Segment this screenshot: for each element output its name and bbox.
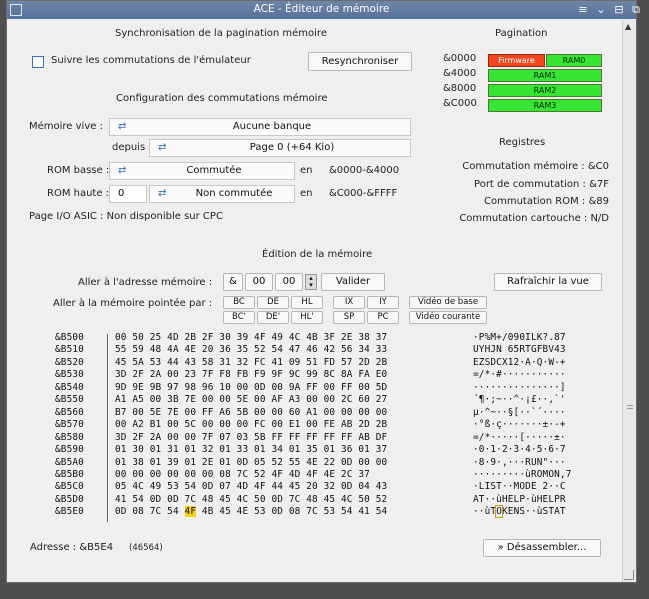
dump-address: &B520 [55, 356, 84, 368]
dump-ascii[interactable]: ·········ùROMON,7 [473, 468, 572, 480]
follow-switch-checkbox[interactable] [32, 56, 44, 68]
dump-address: &B5A0 [55, 456, 84, 468]
goto-low-byte[interactable]: 00 [275, 273, 303, 291]
resync-button[interactable]: Resynchroniser [308, 52, 412, 71]
base-video-button[interactable]: Vidéo de base [409, 296, 487, 309]
swap-icon: ⇄ [158, 188, 167, 199]
rom-low-value: Commutée [186, 165, 242, 176]
goto-label: Aller à l'adresse mémoire : [78, 277, 213, 288]
rom-high-label: ROM haute : [47, 188, 110, 199]
dump-bytes[interactable]: 3D 2F 2A 00 23 7F F8 FB F9 9F 9C 99 8C 8A FA E0 [115, 369, 388, 381]
dump-address: &B550 [55, 394, 84, 406]
rom-high-number[interactable]: 0 [109, 185, 147, 203]
pointed-label: Aller à la mémoire pointée par : [53, 298, 213, 309]
reg-bc-button[interactable]: BC [223, 296, 255, 309]
rom-high-select[interactable] [149, 185, 295, 203]
dump-bytes[interactable]: 0D 08 7C 54 4F 4B 45 4E 53 0D 08 7C 53 54 41 54 [115, 506, 388, 518]
dump-bytes[interactable]: 3D 2F 2A 00 00 7F 07 03 5B FF FF FF FF FF AB DF [115, 431, 388, 443]
scroll-thumb[interactable] [627, 405, 633, 409]
reg-de-alt-button[interactable]: DE' [257, 311, 289, 324]
rom-low-range: &0000-&4000 [329, 165, 400, 176]
scroll-up-icon[interactable]: ▲ [625, 22, 632, 31]
reg-de-button[interactable]: DE [257, 296, 289, 309]
dump-bytes[interactable]: 41 54 0D 0D 7C 48 45 4C 50 0D 7C 48 45 4C 50 52 [115, 493, 388, 505]
maximize-icon[interactable]: ⊟ [614, 3, 624, 16]
dump-address: &B560 [55, 406, 84, 418]
resize-grip-icon[interactable] [624, 570, 634, 580]
dump-bytes[interactable]: B7 00 5E 7E 00 FF A6 5B 00 00 60 A1 00 00 00 00 [115, 406, 388, 418]
rom-low-select[interactable] [109, 162, 295, 180]
page-cell-ram0: RAM0 [546, 54, 602, 67]
dump-bytes[interactable]: 00 50 25 4D 2B 2F 30 39 4F 49 4C 4B 3F 2E 38 37 [115, 332, 388, 343]
page-addr-0000: &0000 [443, 53, 477, 64]
dump-bytes[interactable]: 9D 9E 9B 97 98 96 10 00 0D 00 9A FF 00 FF 00 5D [115, 381, 388, 393]
dump-bytes[interactable]: 01 30 01 31 01 32 01 33 01 34 01 35 01 36 01 37 [115, 444, 388, 456]
asic-info: Page I/O ASIC : Non disponible sur CPC [29, 211, 223, 222]
dump-ascii[interactable]: AT··ùHELP·ùHELPR [473, 493, 566, 505]
dump-bytes[interactable]: A1 A5 00 3B 7E 00 00 5E 00 AF A3 00 00 2C 60 27 [115, 394, 388, 406]
current-video-button[interactable]: Vidéo courante [409, 311, 487, 324]
page-cell-ram3: RAM3 [488, 99, 602, 112]
dump-address: &B580 [55, 431, 84, 443]
reg-mem-switch: Commutation mémoire : &C0 [462, 161, 609, 172]
title-bar [7, 1, 640, 19]
reg-cart-switch: Commutation cartouche : N/D [459, 213, 609, 224]
dump-ascii[interactable]: ·P%M+/090ILK?.87 [473, 332, 566, 343]
refresh-view-button[interactable]: Rafraîchir la vue [494, 273, 602, 291]
spin-arrows-icon[interactable]: ▴ ▾ [305, 274, 317, 290]
registers-heading: Registres [499, 137, 546, 148]
reg-bc-alt-button[interactable]: BC' [223, 311, 255, 324]
live-mem-value: Aucune banque [232, 121, 312, 132]
page-cell-ram2: RAM2 [488, 84, 602, 97]
hex-dump[interactable] [55, 332, 615, 524]
dump-address: &B540 [55, 381, 84, 393]
dump-address: &B5C0 [55, 481, 84, 493]
restore-icon[interactable]: ⧉ [632, 3, 640, 16]
swap-icon: ⇄ [118, 165, 127, 176]
reg-ix-button[interactable]: IX [333, 296, 365, 309]
dump-ascii[interactable]: ···············] [473, 381, 566, 393]
rom-low-label: ROM basse : [47, 165, 110, 176]
reg-hl-button[interactable]: HL [291, 296, 323, 309]
live-mem-label: Mémoire vive : [29, 121, 103, 132]
page-addr-c000: &C000 [443, 98, 477, 109]
dump-ascii[interactable]: EZSDCX12·A·Q·W-+ [473, 356, 566, 368]
rom-high-range: &C000-&FFFF [329, 188, 398, 199]
dump-address: &B530 [55, 369, 84, 381]
dump-address: &B570 [55, 419, 84, 431]
rom-low-in: en [300, 165, 313, 176]
dump-ascii[interactable]: ·8·9·,···RUN"··· [473, 456, 566, 468]
pagination-heading: Pagination [495, 28, 548, 39]
dump-ascii[interactable]: =/*·····[·····±· [473, 431, 566, 443]
dump-ascii[interactable]: ··ùTOKENS··ùSTAT [473, 506, 566, 518]
goto-high-byte[interactable]: 00 [245, 273, 273, 291]
window-title: ACE - Éditeur de mémoire [253, 3, 390, 15]
dump-address: &B500 [55, 332, 84, 343]
sync-heading: Synchronisation de la pagination mémoire [115, 28, 327, 39]
memory-editor-window [6, 0, 640, 583]
page-addr-8000: &8000 [443, 83, 477, 94]
reg-sp-button[interactable]: SP [333, 311, 365, 324]
validate-button[interactable]: Valider [321, 273, 385, 291]
dump-ascii[interactable]: µ·^~··§[··`´···· [473, 406, 566, 418]
current-address-decimal: (46564) [129, 543, 163, 553]
dump-bytes[interactable]: 05 4C 49 53 54 0D 07 4D 4F 44 45 20 32 0D 04 43 [115, 481, 388, 493]
disassemble-button[interactable]: » Désassembler... [483, 539, 601, 557]
dump-ascii[interactable]: ·°ß·ç·······±·-+ [473, 419, 566, 431]
live-mem-select[interactable] [109, 118, 411, 136]
dump-address: &B5D0 [55, 493, 84, 505]
edit-heading: Édition de la mémoire [262, 249, 373, 260]
reg-pc-button[interactable]: PC [367, 311, 399, 324]
dump-bytes[interactable]: 55 59 48 4A 4E 20 36 35 52 54 47 46 42 56 34 33 [115, 344, 388, 356]
page-addr-4000: &4000 [443, 68, 477, 79]
reg-rom-switch: Commutation ROM : &89 [484, 196, 609, 207]
current-address: Adresse : &B5E4 [30, 542, 114, 553]
reg-iy-button[interactable]: IY [367, 296, 399, 309]
follow-switch-label: Suivre les commutations de l'émulateur [51, 55, 251, 66]
since-label: depuis [112, 142, 146, 153]
dump-address: &B510 [55, 344, 84, 356]
page-cell-firmware: Firmware [488, 54, 545, 67]
minimize-icon[interactable]: ⌄ [596, 3, 606, 16]
config-heading: Configuration des commutations mémoire [116, 93, 328, 104]
dump-ascii[interactable]: ·0·1·2·3·4·5·6·7 [473, 444, 566, 456]
reg-switch-port: Port de commutation : &7F [474, 179, 609, 190]
dump-ascii[interactable]: ´¶·;~··^·¡£··,`' [473, 394, 566, 406]
rom-high-in: en [300, 188, 313, 199]
page-cell-ram1: RAM1 [488, 69, 602, 82]
reg-hl-alt-button[interactable]: HL' [291, 311, 323, 324]
dump-address: &B5E0 [55, 506, 84, 518]
since-select[interactable] [149, 139, 411, 157]
swap-icon: ⇄ [118, 121, 127, 132]
rom-high-value: Non commutée [195, 188, 273, 199]
dump-bytes[interactable]: 00 A2 B1 00 5C 00 00 00 FC 00 E1 00 FE AB 2D 2B [115, 419, 388, 431]
dump-address: &B590 [55, 444, 84, 456]
dump-ascii[interactable]: =/*·#··········· [473, 369, 566, 381]
dump-ascii[interactable]: UYHJN 65RTGFBV43 [473, 344, 566, 356]
goto-hex-prefix: & [223, 273, 243, 291]
dump-ascii[interactable]: ·LIST··MODE 2··C [473, 481, 566, 493]
dump-bytes[interactable]: 00 00 00 00 00 00 08 7C 52 4F 4D 4F 4E 2C 37 [115, 468, 370, 480]
dump-bytes[interactable]: 45 5A 53 44 43 58 31 32 FC 41 09 51 FD 57 2D 2B [115, 356, 388, 368]
vertical-scrollbar[interactable] [622, 20, 636, 582]
dump-bytes[interactable]: 01 38 01 39 01 2E 01 0D 05 52 55 4E 22 0D 00 00 [115, 456, 388, 468]
dump-address: &B5B0 [55, 468, 84, 480]
swap-icon: ⇄ [158, 142, 167, 153]
menu-icon[interactable]: ≡ [578, 3, 588, 16]
since-value: Page 0 (+64 Kio) [249, 142, 335, 153]
